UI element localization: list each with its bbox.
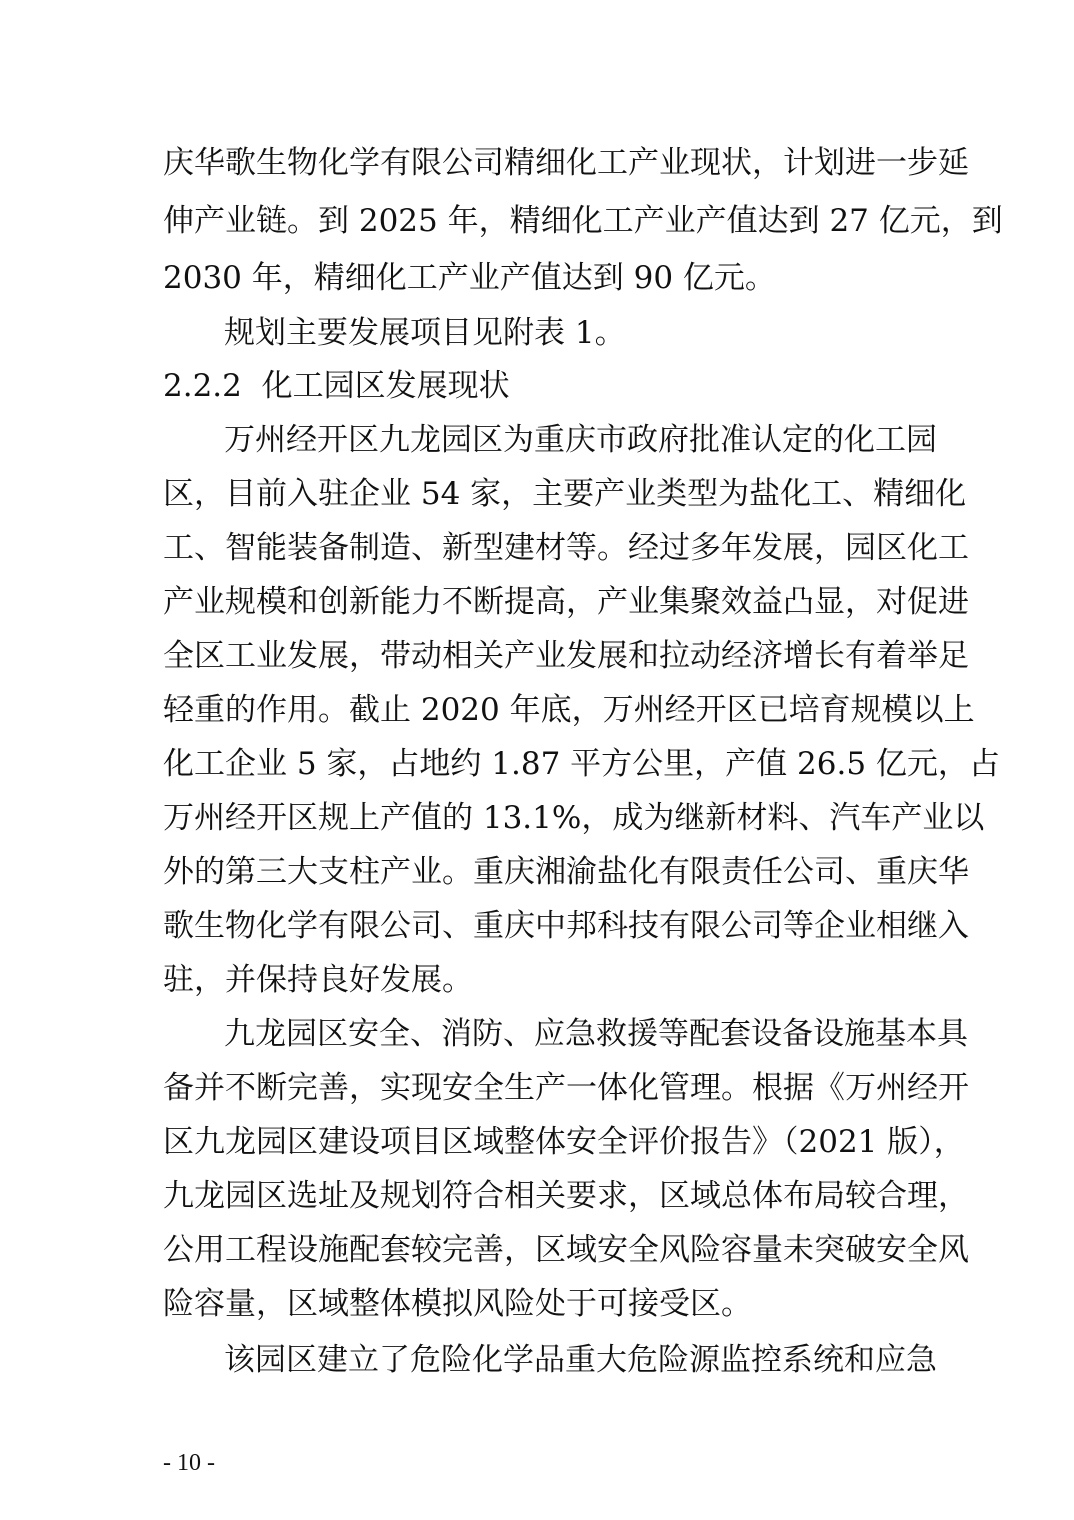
paragraph-line: 公用工程设施配套较完善，区域安全风险容量未突破安全风 [163, 1232, 969, 1268]
paragraph-line: 该园区建立了危险化学品重大危险源监控系统和应急 [224, 1342, 937, 1378]
paragraph-line: 歌生物化学有限公司、重庆中邦科技有限公司等企业相继入 [163, 908, 969, 944]
paragraph-line: 规划主要发展项目见附表 1。 [224, 315, 626, 351]
paragraph-line: 区，目前入驻企业 54 家，主要产业类型为盐化工、精细化 [163, 476, 967, 512]
paragraph-line: 2030 年，精细化工产业产值达到 90 亿元。 [163, 260, 776, 296]
paragraph-line: 产业规模和创新能力不断提高，产业集聚效益凸显，对促进 [163, 584, 969, 620]
section-heading: 2.2.2 化工园区发展现状 [163, 368, 510, 404]
paragraph-line: 伸产业链。到 2025 年，精细化工产业产值达到 27 亿元，到 [163, 203, 1003, 239]
paragraph-line: 驻，并保持良好发展。 [163, 962, 473, 998]
paragraph-line: 九龙园区安全、消防、应急救援等配套设备设施基本具 [224, 1016, 968, 1052]
paragraph-line: 险容量，区域整体模拟风险处于可接受区。 [163, 1286, 752, 1322]
paragraph-line: 轻重的作用。截止 2020 年底，万州经开区已培育规模以上 [163, 692, 975, 728]
paragraph-line: 万州经开区九龙园区为重庆市政府批准认定的化工园 [224, 422, 937, 458]
paragraph-line: 万州经开区规上产值的 13.1%，成为继新材料、汽车产业以 [163, 800, 985, 836]
paragraph-line: 全区工业发展，带动相关产业发展和拉动经济增长有着举足 [163, 638, 969, 674]
paragraph-line: 庆华歌生物化学有限公司精细化工产业现状，计划进一步延 [163, 145, 969, 181]
paragraph-line: 化工企业 5 家，占地约 1.87 平方公里，产值 26.5 亿元，占 [163, 746, 1000, 782]
paragraph-line: 备并不断完善，实现安全生产一体化管理。根据《万州经开 [163, 1070, 969, 1106]
paragraph-line: 区九龙园区建设项目区域整体安全评价报告》（2021 版）， [163, 1124, 965, 1160]
paragraph-line: 外的第三大支柱产业。重庆湘渝盐化有限责任公司、重庆华 [163, 854, 969, 890]
page-number: - 10 - [163, 1450, 215, 1476]
paragraph-line: 工、智能装备制造、新型建材等。经过多年发展，园区化工 [163, 530, 969, 566]
paragraph-line: 九龙园区选址及规划符合相关要求，区域总体布局较合理， [163, 1178, 969, 1214]
